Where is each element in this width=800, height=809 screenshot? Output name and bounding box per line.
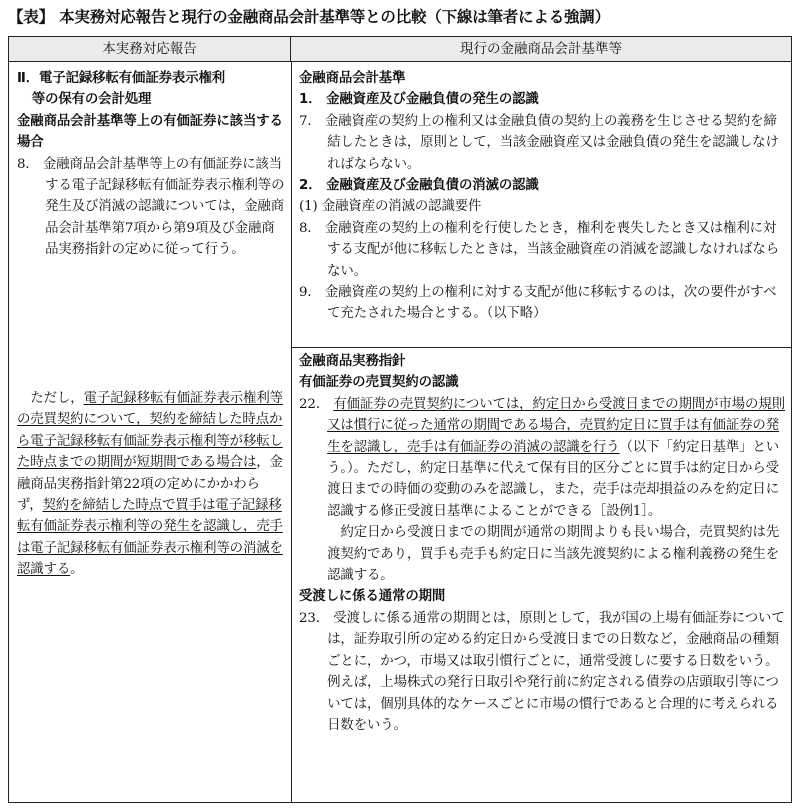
column-divider	[291, 62, 292, 802]
right-paragraph-22-second: 約定日から受渡日までの期間が通常の期間よりも長い場合，売買契約は先渡契約であり，買手も売手も約定日に当該先渡契約による権利義務の発生を認識する。	[327, 525, 780, 584]
left-proviso-paragraph	[17, 388, 285, 581]
right-paragraph-23: 23． 受渡しに係る通常の期間とは，原則として，我が国の上場有価証券については，証券取引所の定める約定日から受渡日までの日数など，金融商品の種類ごとに，かつ，市場又は取引慣行ごとに，通常受渡しに要する日数をいう。例えば，上場株式の発行日取引や発行前に約定される債券の店頭取引等については，個別具体的なケースごとに市場の慣行であると合理的に考えられる日数をいう。	[299, 610, 785, 733]
right-top-heading: 金融商品会計基準	[299, 71, 406, 86]
right-paragraph-9: 9． 金融資産の契約上の権利に対する支配が他に移転するのは，次の要件がすべて充たされた場合とする。（以下略）	[299, 285, 777, 322]
p22-underlined: 有価証券の売買契約については，約定日から受渡日までの期間が市場の規則又は慣行に従った通常の期間である場合，売買約定日に買手は有価証券の発生を認識し，売手は有価証券の消滅の認識を行う	[327, 396, 785, 455]
right-top-cell	[299, 68, 785, 325]
proviso-underlined-1: 電子記録移転有価証券表示権利等の売買契約について，契約を締結した時点から電子記録移転有価証券表示権利等が移転した時点までの期間が短期間である場合は	[17, 391, 283, 471]
left-paragraph-8: 8． 金融商品会計基準等上の有価証券に該当する電子記録移転有価証券表示権利等の発生及び消滅の認識については，金融商品会計基準第7項から第9項及び金融商品実務指針の定めに従って行う。	[17, 156, 285, 258]
proviso-post: 。	[70, 562, 84, 578]
left-section-title: Ⅱ．電子記録移転有価証券表示権利	[17, 71, 226, 86]
right-bottom-subheading: 有価証券の売買契約の認識	[299, 375, 459, 391]
right-paragraph-22	[299, 394, 785, 522]
right-paragraph-8: 8． 金融資産の契約上の権利を行使したとき，権利を喪失したとき又は権利に対する支配が他に移転したときは，当該金融資産の消滅を認識しなければならない。	[299, 220, 780, 279]
left-top-cell	[17, 68, 285, 261]
right-row-divider	[292, 347, 791, 348]
header-left: 本実務対応報告	[9, 37, 291, 62]
comparison-table	[8, 36, 792, 803]
left-section-subtitle: 金融商品会計基準等上の有価証券に該当する場合	[17, 113, 283, 151]
p22-number: 22．	[299, 396, 330, 412]
right-subheading-1: (1) 金融資産の消滅の認識要件	[299, 199, 482, 215]
proviso-plain-1: ，金融商品実務指針第22項の定めにかかわらず，	[17, 455, 283, 514]
header-right: 現行の金融商品会計基準等	[291, 37, 791, 62]
proviso-pre: ただし，	[30, 391, 84, 406]
right-bottom-cell	[299, 351, 785, 736]
left-section-title-cont: 等の保有の会計処理	[31, 92, 152, 108]
right-heading-2: 2． 金融資産及び金融負債の消滅の認識	[299, 178, 539, 194]
right-heading-1: 1． 金融資産及び金融負債の発生の認識	[299, 92, 539, 108]
table-caption: 【表】 本実務対応報告と現行の金融商品会計基準等との比較（下線は筆者による強調）	[8, 8, 610, 26]
proviso-underlined-2: 契約を締結した時点で買手は電子記録移転有価証券表示権利等の発生を認識し，売手は電子記録移転有価証券表示権利等の消滅を認識する	[17, 498, 283, 578]
left-bottom-cell	[17, 388, 285, 581]
right-bottom-heading: 金融商品実務指針	[299, 354, 406, 369]
right-bottom-heading-2: 受渡しに係る通常の期間	[299, 589, 446, 605]
p22-rest: （以下「約定日基準」という。）。ただし，約定日基準に代えて保有目的区分ごとに買手は約定日から受渡日までの時価の変動のみを認識し，また，売手は売却損益のみを約定日に認識する修正受渡日基準によることができる［設例1］。	[327, 439, 780, 519]
right-paragraph-7: 7． 金融資産の契約上の権利又は金融負債の契約上の義務を生じさせる契約を締結したときは，原則として，当該金融資産又は金融負債の発生を認識しなければならない。	[299, 113, 779, 172]
